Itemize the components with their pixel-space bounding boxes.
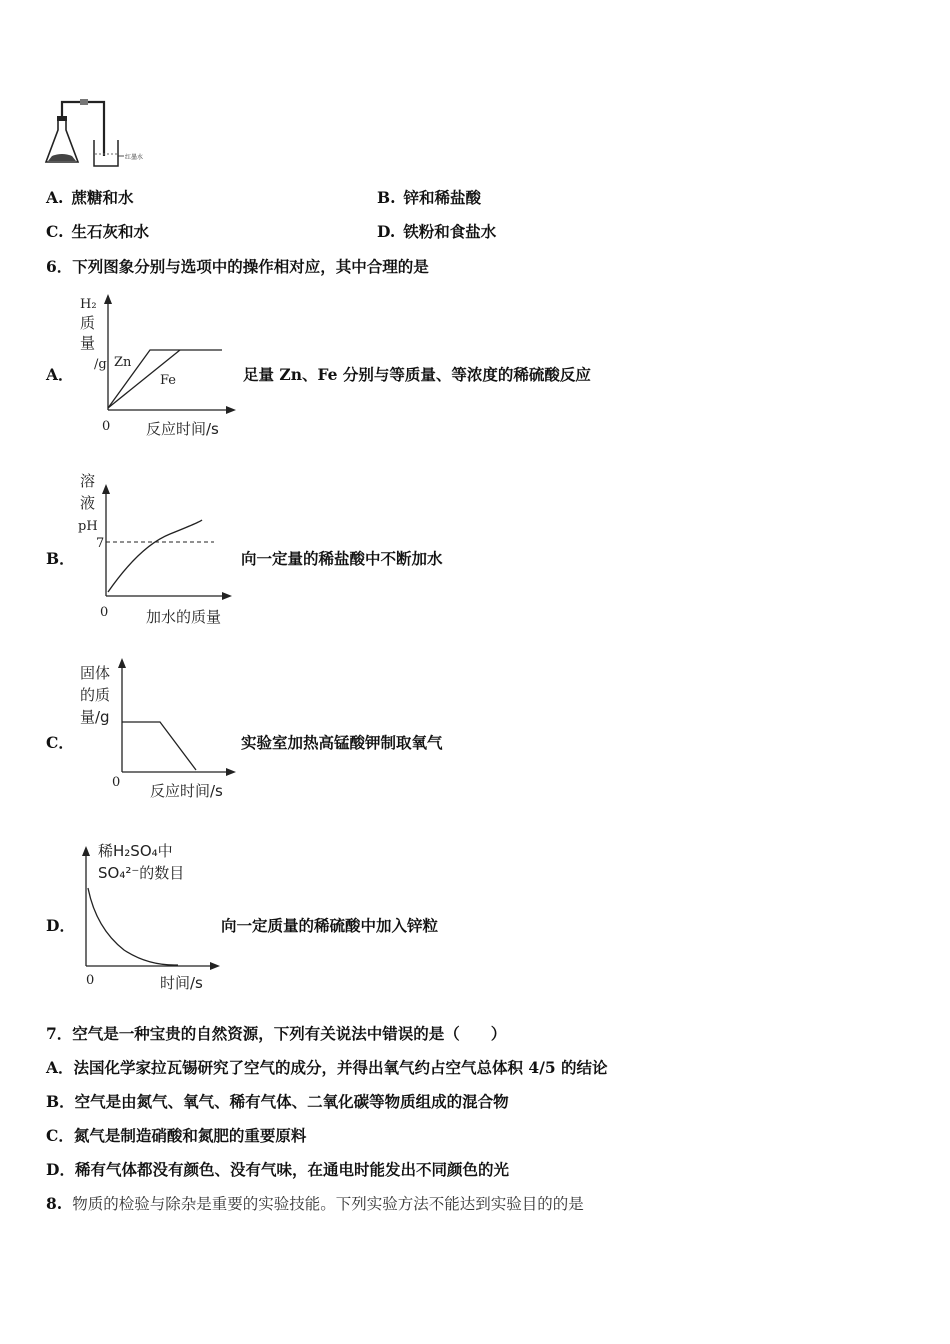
q5-option-a-text: 蔗糖和水 [71, 188, 134, 207]
q5-option-d-letter: D. [377, 222, 396, 241]
q6-option-d-letter: D． [46, 916, 75, 935]
q6-option-c-text: 实验室加热高锰酸钾制取氧气 [241, 733, 443, 752]
graph-b-origin: 0 [100, 605, 109, 620]
graph-a-xlabel: 反应时间/s [146, 420, 219, 438]
q5-option-b-text: 锌和稀盐酸 [403, 188, 482, 207]
q5-option-b-letter: B. [377, 188, 396, 207]
graph-c-ylabel-2: 的质 [80, 686, 111, 704]
graph-d-curve [88, 888, 178, 965]
graph-c-ylabel-3: 量/g [80, 708, 110, 726]
graph-d-x-arrow [210, 962, 220, 970]
q6-option-b-letter: B． [46, 549, 75, 568]
graph-d [74, 836, 244, 996]
graph-b-ylabel-2: 液 [80, 494, 96, 512]
graph-a-zn-label: Zn [114, 355, 132, 370]
graph-a [74, 290, 244, 440]
graph-b-tick-7: 7 [96, 536, 105, 551]
q7-option-d: D．稀有气体都没有颜色、没有气味，在通电时能发出不同颜色的光 [46, 1160, 509, 1179]
q6-option-d-text: 向一定质量的稀硫酸中加入锌粒 [221, 916, 439, 935]
graph-b-ylabel-3: pH [78, 519, 98, 534]
q5-option-a [46, 186, 133, 208]
graph-b-y-arrow [102, 484, 110, 494]
graph-b [74, 468, 244, 630]
q5-option-d-text: 铁粉和食盐水 [403, 222, 497, 241]
q6-option-a-letter: A． [46, 365, 74, 384]
flask-beaker-apparatus-figure [44, 96, 154, 172]
q6-option-a-text: 足量 Zn、Fe 分别与等质量、等浓度的稀硫酸反应 [243, 365, 591, 384]
graph-d-origin: 0 [86, 973, 95, 988]
graph-c-xlabel: 反应时间/s [150, 782, 223, 800]
graph-c-origin: 0 [112, 775, 121, 790]
graph-a-ylabel-3: 量 [80, 334, 96, 352]
q5-option-b [377, 186, 481, 208]
graph-a-x-arrow [226, 406, 236, 414]
q5-option-d [377, 220, 496, 242]
q7-option-a: A．法国化学家拉瓦锡研究了空气的成分，并得出氧气约占空气总体积 4/5 的结论 [46, 1058, 608, 1077]
graph-a-fe-label: Fe [160, 373, 177, 388]
q6-option-b-text: 向一定量的稀盐酸中不断加水 [241, 549, 443, 568]
graph-a-ylabel-2: 质 [80, 314, 96, 332]
graph-d-y-arrow [82, 846, 90, 856]
graph-b-ylabel-1: 溶 [80, 472, 96, 490]
graph-d-ylabel-1: 稀H₂SO₄中 [98, 842, 173, 860]
q7-stem: 7．空气是一种宝贵的自然资源，下列有关说法中错误的是（ ） [46, 1024, 507, 1043]
q6-stem: 6．下列图象分别与选项中的操作相对应，其中合理的是 [46, 257, 429, 276]
graph-b-x-arrow [222, 592, 232, 600]
q6-option-c-letter: C． [46, 733, 74, 752]
graph-c-ylabel-1: 固体 [80, 664, 111, 682]
graph-c-curve [122, 722, 196, 770]
graph-c [74, 654, 244, 804]
q8-line [46, 1192, 584, 1214]
red-ink-label: 红墨水 [125, 154, 144, 161]
graph-a-ylabel-1: H₂ [80, 297, 97, 312]
graph-a-origin: 0 [102, 419, 111, 434]
q8-stem: 物质的检验与除杂是重要的实验技能。下列实验方法不能达到实验目的的是 [72, 1195, 584, 1213]
graph-b-xlabel: 加水的质量 [146, 608, 222, 626]
graph-a-ylabel-4: /g [94, 357, 107, 372]
q5-option-a-letter: A. [46, 188, 64, 207]
q5-option-c [46, 220, 149, 242]
graph-d-xlabel: 时间/s [160, 974, 203, 992]
graph-c-x-arrow [226, 768, 236, 776]
q8-number: 8. [46, 1194, 63, 1213]
q5-option-c-letter: C. [46, 222, 64, 241]
graph-b-curve [108, 520, 202, 592]
q5-option-c-text: 生石灰和水 [71, 222, 149, 241]
q7-option-b: B．空气是由氮气、氧气、稀有气体、二氧化碳等物质组成的混合物 [46, 1092, 509, 1111]
graph-c-y-arrow [118, 658, 126, 668]
graph-a-y-arrow [104, 294, 112, 304]
q7-option-c: C．氮气是制造硝酸和氮肥的重要原料 [46, 1126, 307, 1145]
graph-d-ylabel-2: SO₄²⁻的数目 [98, 864, 185, 882]
